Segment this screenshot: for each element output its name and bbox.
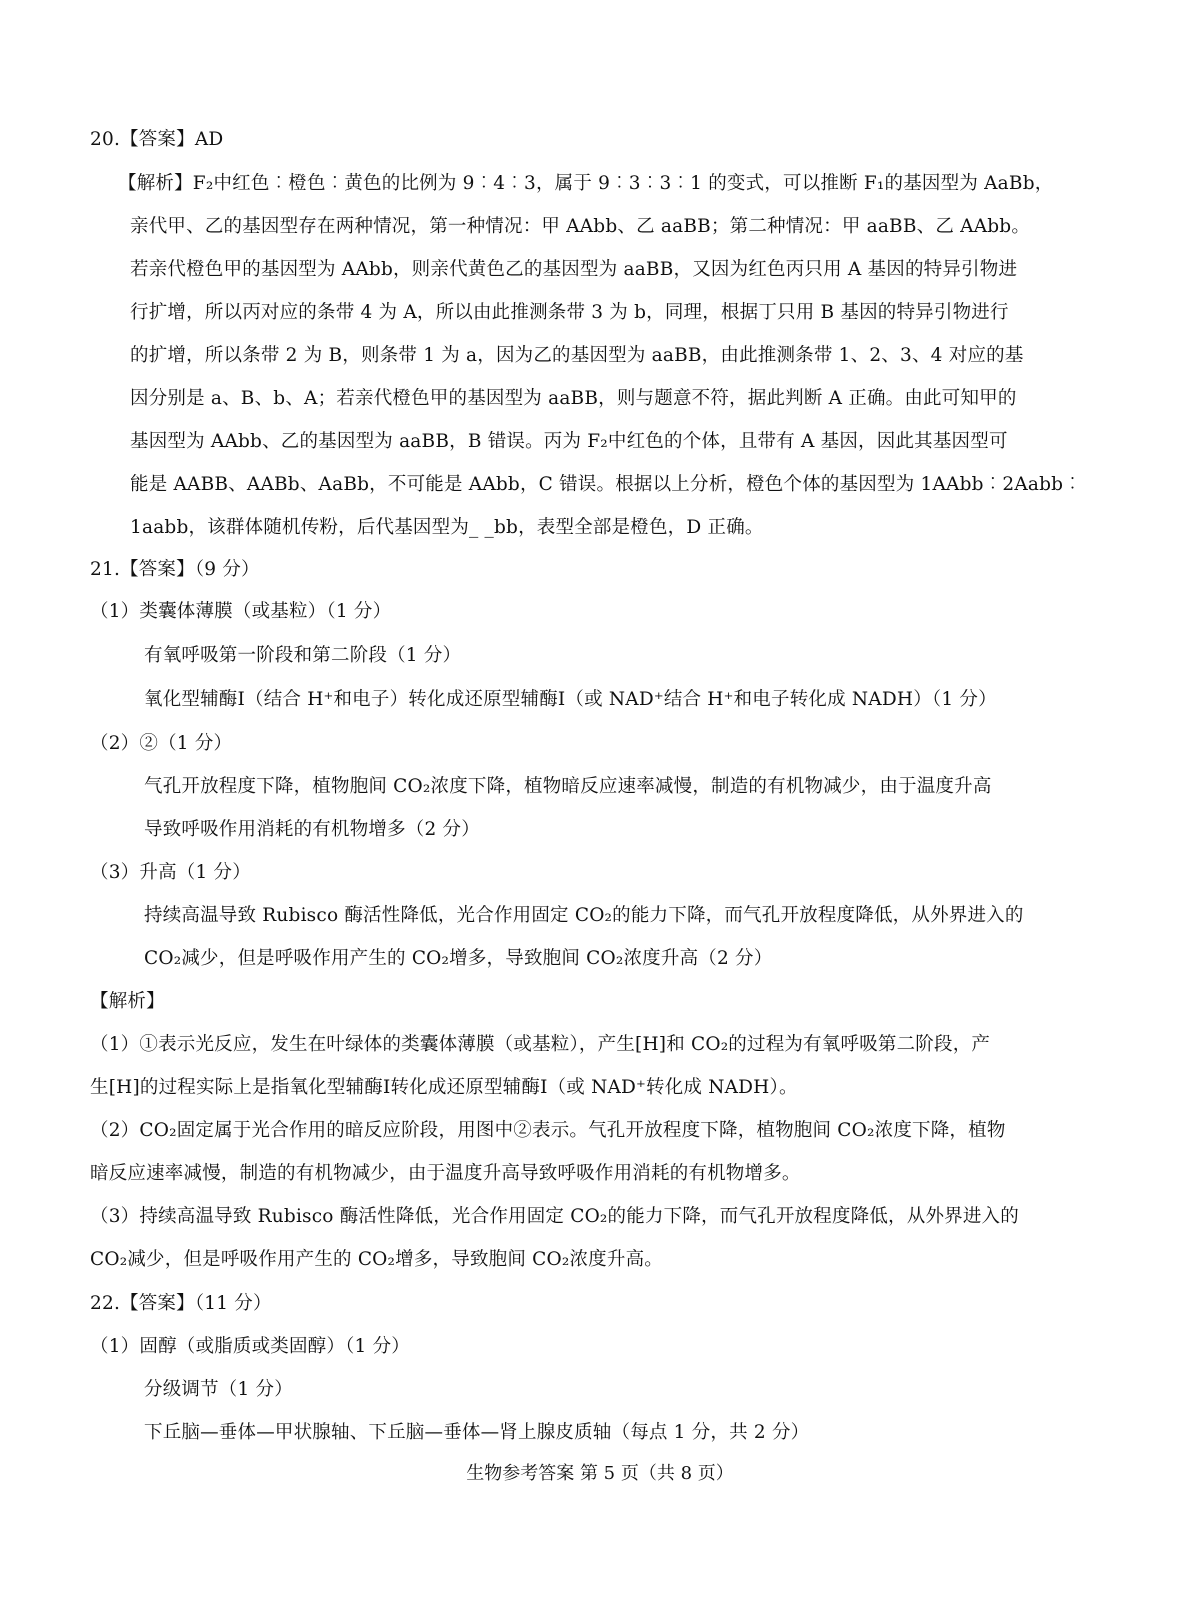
q22-line: 分级调节（1 分） [144,1379,293,1400]
q20-analysis-line: 因分别是 a、B、b、A；若亲代橙色甲的基因型为 aaBB，则与题意不符，据此判断 A 正确。由此可知甲的 [130,388,1017,409]
q21-analysis-line: CO₂减少，但是呼吸作用产生的 CO₂增多，导致胞间 CO₂浓度升高。 [90,1249,663,1270]
q21-answer: 21.【答案】（9 分） [90,559,260,580]
q21-line: （3）升高（1 分） [90,862,251,883]
q20-analysis-line: 若亲代橙色甲的基因型为 AAbb，则亲代黄色乙的基因型为 aaBB，又因为红色丙只用 A 基因的特异引物进 [130,259,1018,280]
q22-line: （1）固醇（或脂质或类固醇）（1 分） [90,1336,410,1357]
q22-answer: 22.【答案】（11 分） [90,1293,272,1314]
q20-analysis-line: 亲代甲、乙的基因型存在两种情况，第一种情况：甲 AAbb、乙 aaBB；第二种情况：甲 aaBB、乙 AAbb。 [130,216,1031,237]
q20-analysis-line: 能是 AABB、AABb、AaBb，不可能是 AAbb，C 错误。根据以上分析，橙色个体的基因型为 1AAbb︰2Aabb︰ [130,474,1082,495]
q21-analysis-line: （2）CO₂固定属于光合作用的暗反应阶段，用图中②表示。气孔开放程度下降，植物胞间 CO₂浓度下降，植物 [90,1120,1006,1141]
q21-line: CO₂减少，但是呼吸作用产生的 CO₂增多，导致胞间 CO₂浓度升高（2 分） [144,948,773,969]
q20-analysis-line: 1aabb，该群体随机传粉，后代基因型为_ _bb，表型全部是橙色，D 正确。 [130,517,764,538]
q21-line: 有氧呼吸第一阶段和第二阶段（1 分） [144,645,462,666]
q21-line: 持续高温导致 Rubisco 酶活性降低，光合作用固定 CO₂的能力下降，而气孔开放程度降低，从外界进入的 [144,905,1024,926]
q22-line: 下丘脑—垂体—甲状腺轴、下丘脑—垂体—肾上腺皮质轴（每点 1 分，共 2 分） [144,1422,810,1443]
q21-line: （1）类囊体薄膜（或基粒）（1 分） [90,601,392,622]
q20-analysis-line: 的扩增，所以条带 2 为 B，则条带 1 为 a，因为乙的基因型为 aaBB，由此推测条带 1、2、3、4 对应的基 [130,345,1024,366]
q21-line: 气孔开放程度下降，植物胞间 CO₂浓度下降，植物暗反应速率减慢，制造的有机物减少，由于温度升高 [144,776,992,797]
q21-analysis-line: （1）①表示光反应，发生在叶绿体的类囊体薄膜（或基粒），产生[H]和 CO₂的过程为有氧呼吸第二阶段，产 [90,1034,991,1055]
q21-line: 导致呼吸作用消耗的有机物增多（2 分） [144,819,480,840]
q21-line: 氧化型辅酶Ⅰ（结合 H⁺和电子）转化成还原型辅酶Ⅰ（或 NAD⁺结合 H⁺和电子转化成 NADH）（1 分） [144,689,997,710]
q20-analysis-line: 行扩增，所以丙对应的条带 4 为 A，所以由此推测条带 3 为 b，同理，根据丁只用 B 基因的特异引物进行 [130,302,1009,323]
q21-analysis-line: 生[H]的过程实际上是指氧化型辅酶Ⅰ转化成还原型辅酶Ⅰ（或 NAD⁺转化成 NADH）。 [90,1077,798,1098]
q21-analysis-line: 暗反应速率减慢，制造的有机物减少，由于温度升高导致呼吸作用消耗的有机物增多。 [90,1163,801,1184]
q21-analysis-heading: 【解析】 [90,991,165,1012]
page-footer: 生物参考答案 第 5 页（共 8 页） [466,1463,734,1484]
q20-analysis-line: 【解析】F₂中红色︰橙色︰黄色的比例为 9︰4︰3，属于 9︰3︰3︰1 的变式，可以推断 F₁的基因型为 AaBb， [118,173,1054,194]
q20-analysis-line: 基因型为 AAbb、乙的基因型为 aaBB，B 错误。丙为 F₂中红色的个体，且带有 A 基因，因此其基因型可 [130,431,1008,452]
q20-answer: 20.【答案】AD [90,129,224,150]
q21-analysis-line: （3）持续高温导致 Rubisco 酶活性降低，光合作用固定 CO₂的能力下降，而气孔开放程度降低，从外界进入的 [90,1206,1019,1227]
q21-line: （2）②（1 分） [90,733,233,754]
